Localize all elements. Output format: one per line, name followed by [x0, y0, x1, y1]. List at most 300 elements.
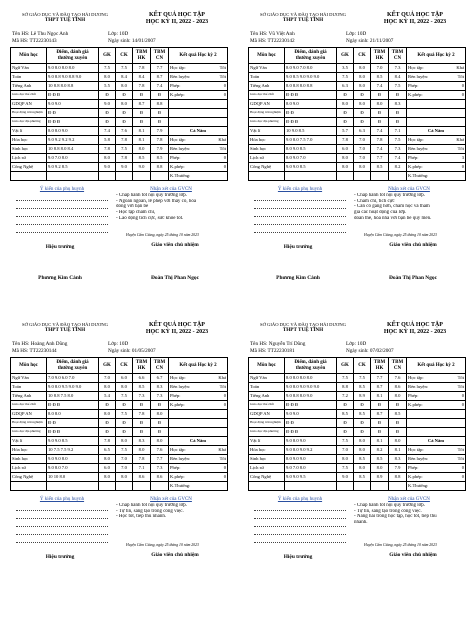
dotted-line — [254, 535, 346, 543]
regular-scores: 9.0 7.0 8.0 — [47, 154, 99, 163]
year-average: 7.9 — [389, 464, 407, 473]
student-name: Lê Thu Ngọc Anh — [30, 31, 69, 37]
final-score: 8.0 — [116, 437, 133, 446]
dotted-line — [16, 535, 108, 543]
year-average: 6.7 — [151, 374, 169, 383]
result-cell — [169, 455, 228, 464]
parent-opinion — [254, 187, 346, 233]
regular-scores: Đ Đ Đ — [285, 401, 337, 410]
result-key: Rèn luyện: — [408, 456, 429, 462]
term-average: 7.0 — [371, 64, 389, 73]
grade-row — [11, 127, 228, 136]
subject-name: Công Nghệ — [249, 163, 285, 172]
subject-name: Ngữ Văn — [249, 374, 285, 383]
result-value: 0 — [461, 474, 464, 480]
department-name: SỞ GIÁO DỤC VÀ ĐÀO TẠO HẢI DƯƠNG — [22, 322, 108, 327]
result-value: Tốt — [457, 447, 464, 453]
year-average: 7.3 — [151, 464, 169, 473]
subject-name: Hóa học — [249, 136, 285, 145]
subject-name: Lịch sử — [249, 154, 285, 163]
subject-name: Ngữ Văn — [11, 64, 47, 73]
regular-scores: 10 8.8 8.0 8.8 — [47, 82, 99, 91]
col-term-avg: TBM HK — [133, 358, 151, 374]
birth-label: Ngày sinh: — [346, 348, 369, 354]
midterm-score: Đ — [99, 118, 116, 127]
subject-name: Lịch sử — [11, 464, 47, 473]
final-score: Đ — [354, 401, 371, 410]
term-average: Đ — [371, 91, 389, 100]
regular-scores: 9.0 9.0 — [285, 410, 337, 419]
col-result: Kết quả Học kỳ 2 — [169, 48, 228, 64]
birth-date: 01/05/2007 — [131, 348, 156, 354]
subject-name: Lịch sử — [249, 464, 285, 473]
subject-name: Tiếng Anh — [11, 82, 47, 91]
dotted-line — [16, 201, 108, 209]
grade-row — [249, 136, 466, 145]
result-key: Học tập: — [408, 447, 424, 453]
midterm-score: 5.4 — [99, 392, 116, 401]
grade-row — [249, 428, 466, 437]
year-average: Đ — [389, 419, 407, 428]
regular-scores: Đ Đ Đ — [285, 118, 337, 127]
midterm-score: 8.0 — [337, 455, 354, 464]
subject-name: GDQP AN — [249, 100, 285, 109]
subject-name: Giáo dục thể chất — [11, 401, 47, 410]
subject-name: Sinh học — [11, 145, 47, 154]
term-average: 8.0 — [371, 100, 389, 109]
parent-opinion — [254, 497, 346, 543]
final-score: 8.5 — [354, 473, 371, 482]
term-average: Đ — [371, 401, 389, 410]
term-average: 8.9 — [371, 473, 389, 482]
midterm-score: Đ — [99, 109, 116, 118]
result-value: 0 — [461, 92, 464, 98]
result-key: Rèn luyện: — [170, 456, 191, 462]
subject-name: Công Nghệ — [249, 473, 285, 482]
result-value: 0 — [223, 83, 226, 89]
signature-area — [248, 491, 465, 591]
regular-scores: 8.0 8.8 8.0 8.8 — [285, 82, 337, 91]
teacher-comment-line: - Học tốt, tiếp thu nhanh. — [116, 514, 167, 520]
result-cell — [407, 374, 466, 383]
result-cell — [169, 410, 228, 419]
year-average: 8.3 — [389, 455, 407, 464]
teacher-comment-line: - Học tập chăm chỉ, — [116, 210, 156, 215]
midterm-score: 7.8 — [99, 145, 116, 154]
midterm-score: 8.0 — [99, 73, 116, 82]
term-average: 8.3 — [133, 437, 151, 446]
regular-scores: Đ Đ Đ — [47, 91, 99, 100]
teacher-comment-line: - Lao động tích cực, sức khỏe tốt. — [116, 215, 184, 221]
year-average: Đ — [389, 118, 407, 127]
result-value: Tốt — [457, 456, 464, 462]
term-average: 8.1 — [133, 136, 151, 145]
final-score: Đ — [116, 419, 133, 428]
midterm-score: Đ — [99, 401, 116, 410]
year-average: 7.6 — [389, 374, 407, 383]
result-value: Tốt — [219, 456, 226, 462]
grade-row — [249, 374, 466, 383]
class-label: Lớp: — [108, 341, 118, 347]
result-key: K.phép: — [170, 92, 185, 98]
term-average: 7.7 — [371, 154, 389, 163]
midterm-score: 3.5 — [337, 64, 354, 73]
midterm-score: 6.3 — [337, 82, 354, 91]
result-cell — [169, 100, 228, 109]
sign-date: Huyện Cẩm Giàng, ngày 25 tháng 10 năm 2023 — [364, 233, 437, 237]
result-key: Học tập: — [170, 375, 186, 381]
col-midterm: GK — [99, 48, 116, 64]
dotted-line — [16, 503, 108, 511]
final-score: 6.0 — [116, 374, 133, 383]
title-block — [127, 12, 227, 26]
birth-date: 21/11/2007 — [369, 38, 394, 44]
result-cell — [407, 419, 466, 428]
result-key: Phép: — [170, 393, 181, 399]
midterm-score: 8.0 — [99, 154, 116, 163]
result-value: 0 — [223, 402, 226, 408]
col-term-avg: TBM HK — [133, 48, 151, 64]
year-average: Đ — [389, 401, 407, 410]
regular-scores: Đ Đ — [285, 109, 337, 118]
year-average: 8.8 — [151, 100, 169, 109]
grade-row — [11, 145, 228, 154]
empty-cell — [116, 482, 133, 491]
col-regular: Điểm, đánh giá thường xuyên — [285, 48, 337, 64]
result-cell — [169, 482, 228, 491]
result-value: Tốt — [219, 65, 226, 71]
year-average: 8.5 — [389, 410, 407, 419]
term-average: 7.8 — [133, 410, 151, 419]
year-average: Đ — [151, 401, 169, 410]
subject-name: Vật lí — [11, 127, 47, 136]
result-value: 0 — [461, 83, 464, 89]
grade-row — [249, 464, 466, 473]
report-header — [10, 320, 227, 340]
midterm-score: Đ — [337, 109, 354, 118]
col-regular: Điểm, đánh giá thường xuyên — [47, 48, 99, 64]
dotted-line — [16, 217, 108, 225]
grade-row — [11, 482, 228, 491]
result-value: 0 — [223, 393, 226, 399]
midterm-score: 6.0 — [99, 464, 116, 473]
final-score: Đ — [116, 91, 133, 100]
final-score: 7.5 — [116, 145, 133, 154]
result-key: K.phép: — [408, 164, 423, 170]
result-value: 0 — [223, 92, 226, 98]
term-average: 7.4 — [371, 127, 389, 136]
grade-row — [11, 428, 228, 437]
subject-name: Tiếng Anh — [249, 392, 285, 401]
result-key: Rèn luyện: — [408, 146, 429, 152]
regular-scores: 9.0 9.0 9.5 — [285, 473, 337, 482]
final-score: 8.0 — [116, 82, 133, 91]
grade-row — [11, 163, 228, 172]
year-average: 7.3 — [151, 392, 169, 401]
final-score: 8.0 — [354, 82, 371, 91]
teacher-comment-line: - Tự tin, sáng tạo trong công việc. — [354, 508, 422, 514]
regular-scores: 9.0 9.0 8.5 — [285, 163, 337, 172]
subject-name: Toán — [249, 383, 285, 392]
term-average: 8.5 — [371, 73, 389, 82]
result-key: Phép: — [408, 393, 419, 399]
grade-row — [11, 374, 228, 383]
empty-cell — [389, 172, 407, 181]
grade-row — [11, 464, 228, 473]
final-score: Đ — [354, 109, 371, 118]
term-average: 8.5 — [371, 163, 389, 172]
year-average: 7.6 — [151, 446, 169, 455]
student-id-line — [12, 39, 57, 45]
col-year-avg: TBM CN — [151, 48, 169, 64]
empty-cell — [151, 172, 169, 181]
grade-row — [249, 118, 466, 127]
ca-nam-label: Cả Năm — [169, 437, 228, 446]
final-score: Đ — [354, 118, 371, 127]
result-cell — [407, 100, 466, 109]
subject-name: Hoạt động trải nghiệm — [249, 419, 285, 428]
teacher-comment-line: gia các hoạt động của lớp. — [354, 210, 407, 215]
result-cell — [407, 392, 466, 401]
principal-title: Hiệu trưởng — [283, 554, 313, 560]
student-name: Nguyễn Trí Dũng — [268, 341, 306, 347]
final-score: 8.0 — [354, 163, 371, 172]
regular-scores: Đ Đ Đ — [47, 118, 99, 127]
regular-scores: 7.0 9.0 6.0 7.0 — [47, 374, 99, 383]
result-key: Phép: — [170, 83, 181, 89]
result-value: 0 — [461, 393, 464, 399]
grades-header — [11, 358, 228, 374]
midterm-score: 8.0 — [99, 383, 116, 392]
col-result: Kết quả Học kỳ 2 — [169, 358, 228, 374]
teacher-comment-line: - Năng hái trong học tập, học tốt, tiếp thu — [354, 514, 437, 520]
result-value: 0 — [461, 465, 464, 471]
term-average: 8.6 — [133, 473, 151, 482]
subject-name: Sinh học — [249, 145, 285, 154]
term-average: Đ — [133, 109, 151, 118]
col-regular: Điểm, đánh giá thường xuyên — [285, 358, 337, 374]
final-score: 7.5 — [116, 446, 133, 455]
result-cell — [407, 154, 466, 163]
empty-cell — [11, 482, 47, 491]
empty-cell — [371, 482, 389, 491]
result-value: Tốt — [457, 146, 464, 152]
subject-name: GDQP AN — [11, 100, 47, 109]
student-label: Tên HS: — [250, 341, 268, 347]
final-score: 8.5 — [354, 383, 371, 392]
year-average: 8.0 — [151, 437, 169, 446]
result-cell — [407, 163, 466, 172]
year-average: 7.9 — [151, 145, 169, 154]
school-block — [10, 12, 120, 24]
result-value: 0 — [223, 164, 226, 170]
year-average: Đ — [151, 91, 169, 100]
grades-table — [248, 47, 466, 181]
id-label: Mã HS: — [250, 348, 267, 354]
year-average: 8.8 — [151, 163, 169, 172]
grade-row — [249, 154, 466, 163]
grade-row — [11, 419, 228, 428]
term-average: 8.1 — [371, 392, 389, 401]
regular-scores: 9.0 8.0 9.5 9.0 9.0 — [47, 383, 99, 392]
birth-date: 07/02/2007 — [369, 348, 394, 354]
result-value: Tốt — [219, 74, 226, 80]
grade-row — [249, 109, 466, 118]
term-average: Đ — [371, 428, 389, 437]
result-cell — [407, 145, 466, 154]
midterm-score: 9.0 — [99, 100, 116, 109]
col-subject: Môn học — [249, 48, 285, 64]
teacher-comment-line: - Ngoan ngoãn, lễ phép với thầy cô, hòa — [116, 198, 197, 204]
final-score: 8.4 — [116, 73, 133, 82]
dotted-line — [16, 193, 108, 201]
midterm-score: 8.0 — [99, 473, 116, 482]
empty-cell — [47, 482, 99, 491]
result-cell — [407, 446, 466, 455]
final-score: 7.0 — [354, 145, 371, 154]
class-label: Lớp: — [108, 31, 118, 37]
result-key: Rèn luyện: — [408, 384, 429, 390]
regular-scores: 10 10 8.0 — [47, 473, 99, 482]
teacher-comment-line: đoàn thể, hòa nhã với bạn bè quý mến. — [354, 215, 432, 221]
school-name: THPT TUỆ TĨNH — [44, 327, 86, 334]
grade-row — [249, 446, 466, 455]
midterm-score: 8.8 — [337, 383, 354, 392]
year-average: 7.1 — [389, 127, 407, 136]
grade-row — [11, 383, 228, 392]
id-label: Mã HS: — [250, 38, 267, 44]
regular-scores: 9.0 9.0 8.0 — [47, 455, 99, 464]
grade-row — [249, 401, 466, 410]
grade-row — [11, 136, 228, 145]
final-score: Đ — [116, 401, 133, 410]
result-key: K.phép: — [170, 474, 185, 480]
final-score: Đ — [354, 428, 371, 437]
report-card — [10, 10, 227, 310]
teacher-comment-line: - Tự tin, sáng tạo trong công việc. — [116, 508, 184, 514]
result-cell — [169, 64, 228, 73]
regular-scores: 9.0 8.0 9.0 9.0 9.0 — [285, 383, 337, 392]
subject-name: Công Nghệ — [11, 163, 47, 172]
midterm-score: 8.0 — [99, 455, 116, 464]
teacher-comment-line: - Chấp hành tốt nội quy trường lớp. — [116, 192, 188, 198]
result-key: K.Thưởng: — [408, 483, 429, 489]
principal-title: Hiệu trưởng — [283, 244, 313, 250]
col-midterm: GK — [337, 358, 354, 374]
subject-name: Sinh học — [249, 455, 285, 464]
final-score: 8.0 — [116, 473, 133, 482]
grade-row — [11, 172, 228, 181]
result-value: 0 — [223, 465, 226, 471]
grade-row — [249, 410, 466, 419]
department-name: SỞ GIÁO DỤC VÀ ĐÀO TẠO HẢI DƯƠNG — [22, 12, 108, 17]
report-header — [10, 10, 227, 30]
grade-row — [249, 172, 466, 181]
regular-scores: 9.0 9.0 — [47, 100, 99, 109]
col-final: CK — [116, 358, 133, 374]
year-average: Đ — [151, 109, 169, 118]
term-average: Đ — [371, 118, 389, 127]
result-cell — [169, 145, 228, 154]
year-average: 7.4 — [151, 82, 169, 91]
result-key: Học tập: — [170, 137, 186, 143]
result-cell — [407, 464, 466, 473]
year-average: 8.0 — [389, 392, 407, 401]
id-label: Mã HS: — [12, 38, 29, 44]
result-cell — [169, 374, 228, 383]
midterm-score: 7.8 — [337, 136, 354, 145]
grade-row — [249, 127, 466, 136]
result-cell — [169, 163, 228, 172]
dotted-line — [16, 225, 108, 233]
student-name: Vũ Việt Anh — [268, 31, 295, 37]
final-score: 8.0 — [354, 446, 371, 455]
parent-opinion-title: Ý kiến của phụ huynh — [39, 187, 85, 192]
subject-name: Tiếng Anh — [249, 82, 285, 91]
student-label: Tên HS: — [12, 341, 30, 347]
midterm-score: Đ — [337, 401, 354, 410]
principal-name: Phương Kim Cảnh — [276, 275, 320, 281]
regular-scores: 9.0 8.8 8.0 9.0 — [285, 392, 337, 401]
midterm-score: Đ — [99, 91, 116, 100]
result-cell — [169, 154, 228, 163]
year-average: 7.5 — [389, 136, 407, 145]
result-value: Tốt — [457, 375, 464, 381]
final-score: 7.6 — [116, 127, 133, 136]
term-average: 9.0 — [133, 163, 151, 172]
term-average: 7.7 — [371, 374, 389, 383]
final-score: 8.5 — [354, 455, 371, 464]
term-average: 8.0 — [371, 464, 389, 473]
final-score: 7.5 — [116, 392, 133, 401]
grade-row — [249, 455, 466, 464]
final-score: 8.0 — [354, 64, 371, 73]
col-subject: Môn học — [249, 358, 285, 374]
sign-date: Huyện Cẩm Giàng, ngày 25 tháng 10 năm 2023 — [126, 233, 199, 237]
report-card — [248, 10, 465, 310]
regular-scores: 9.0 8.0 9.0 — [285, 437, 337, 446]
subject-name: Toán — [249, 73, 285, 82]
year-average: 7.9 — [151, 127, 169, 136]
dotted-line — [254, 209, 346, 217]
result-value: 0 — [223, 155, 226, 161]
midterm-score: Đ — [337, 91, 354, 100]
grade-row — [11, 473, 228, 482]
term-title: HỌC KỲ II, 2022 - 2023 — [145, 328, 209, 335]
ca-nam-label: Cả Năm — [169, 127, 228, 136]
result-cell — [169, 172, 228, 181]
grade-row — [249, 437, 466, 446]
result-cell — [169, 383, 228, 392]
year-average: 8.6 — [151, 473, 169, 482]
empty-cell — [99, 172, 116, 181]
col-year-avg: TBM CN — [389, 48, 407, 64]
term-average: 7.4 — [371, 82, 389, 91]
result-cell — [407, 136, 466, 145]
subject-name: Công Nghệ — [11, 473, 47, 482]
regular-scores: 9.0 8.0 7.5 7.0 — [285, 136, 337, 145]
empty-cell — [116, 172, 133, 181]
empty-cell — [354, 172, 371, 181]
midterm-score: 7.0 — [337, 446, 354, 455]
department-name: SỞ GIÁO DỤC VÀ ĐÀO TẠO HẢI DƯƠNG — [260, 322, 346, 327]
result-key: Học tập: — [170, 447, 186, 453]
grade-row — [11, 437, 228, 446]
year-average: Đ — [151, 118, 169, 127]
regular-scores: 8.0 9.0 8.5 — [285, 145, 337, 154]
subject-name: Toán — [11, 383, 47, 392]
regular-scores: 8.0 9.0 — [285, 100, 337, 109]
